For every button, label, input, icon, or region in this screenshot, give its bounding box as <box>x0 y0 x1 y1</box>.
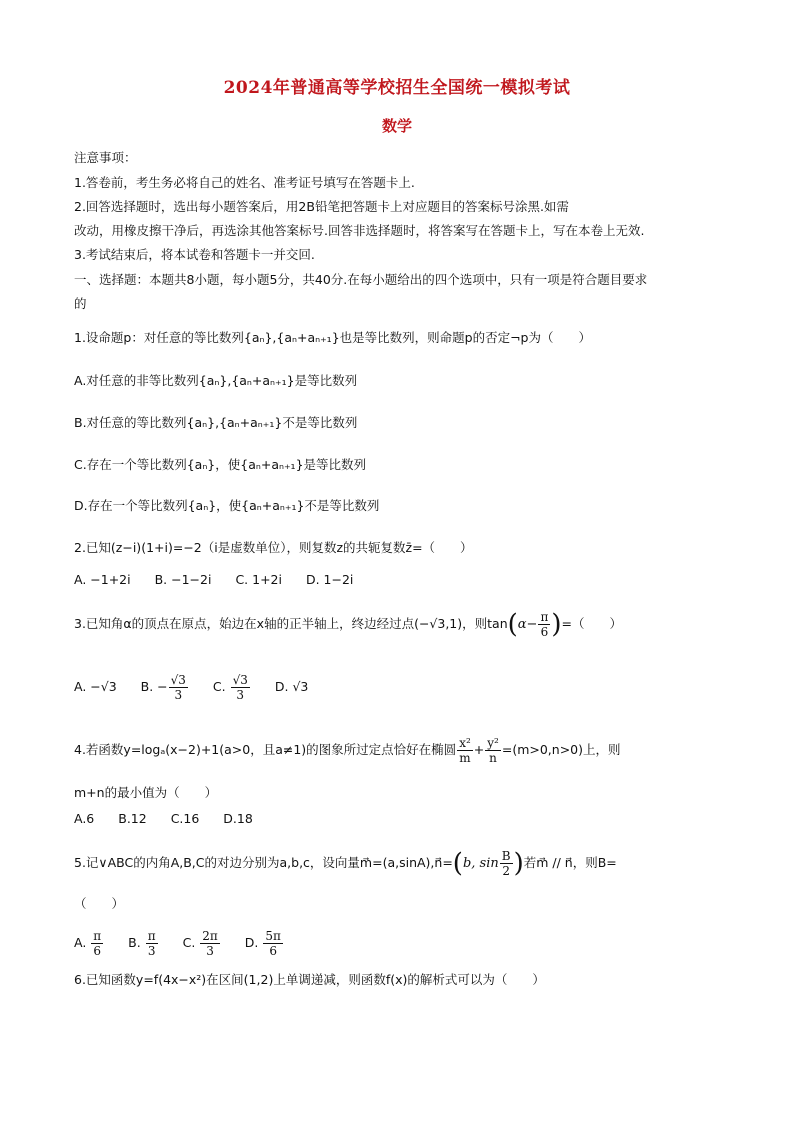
question-5-stem-end: 若m⃗ // n⃗，则B= <box>523 855 617 870</box>
question-5-stem <box>74 843 734 884</box>
fraction-numerator: √3 <box>170 673 186 687</box>
question-5-option-c <box>183 923 221 963</box>
option-a-fraction <box>91 929 103 958</box>
question-3-option-b <box>141 665 189 709</box>
option-b-label: B. − <box>140 679 168 694</box>
left-paren-icon: ( <box>507 609 518 640</box>
fraction-numerator: x² <box>459 736 471 750</box>
question-4-stem-text: 4.若函数y=logₐ(x−2)+1(a>0，且a≠1)的图象所过定点恰好在椭圆 <box>74 742 457 757</box>
fraction-denominator: m <box>459 751 471 765</box>
option-d-label: D. <box>244 935 259 950</box>
question-2-option-a: A. −1+2i <box>74 572 131 587</box>
question-4-option-d: D.18 <box>223 811 253 826</box>
question-5-stem-text: 5.记∨ABC的内角A,B,C的对边分别为a,b,c，设向量m⃗=(a,sinA),n⃗= <box>74 855 453 870</box>
question-3-stem-text: 3.已知角α的顶点在原点，始边在x轴的正半轴上，终边经过点(−√3,1)，则tan <box>74 616 508 631</box>
fraction-denominator: 3 <box>206 944 214 958</box>
exam-title: 2024年普通高等学校招生全国统一模拟考试 <box>223 78 571 98</box>
question-3-option-c <box>213 665 251 709</box>
fraction-numerator: π <box>93 929 102 943</box>
notice-item-2: 2.回答选择题时，选出每小题答案后，用2B铅笔把答题卡上对应题目的答案标号涂黑.如需 <box>74 199 569 214</box>
question-1-stem: 1.设命题p：对任意的等比数列{aₙ},{aₙ+aₙ₊₁}也是等比数列，则命题p的否定¬p为（ ） <box>74 330 591 345</box>
question-4-stem <box>74 730 734 770</box>
notice-heading: 注意事项： <box>74 150 137 165</box>
question-3-options <box>74 665 734 709</box>
option-b-label: B. <box>128 935 141 950</box>
question-3-option-d: D. √3 <box>274 679 309 694</box>
fraction-denominator: 2 <box>502 864 510 878</box>
question-3-stem-end: =（ ） <box>561 616 622 631</box>
notice-item-3: 3.考试结束后，将本试卷和答题卡一并交回. <box>74 247 315 262</box>
question-2-option-d: D. 1−2i <box>305 572 354 587</box>
question-1-option-a: A.对任意的非等比数列{aₙ},{aₙ+aₙ₊₁}是等比数列 <box>74 373 358 388</box>
right-paren-icon: ) <box>551 609 562 640</box>
option-c-label: C. <box>212 679 226 694</box>
fraction-denominator: 6 <box>269 944 277 958</box>
right-paren-icon: ) <box>513 848 524 879</box>
fraction-numerator: 2π <box>202 929 218 943</box>
section-heading: 一、选择题：本题共8小题，每小题5分，共40分.在每小题给出的四个选项中，只有一项是符合题目要求 <box>74 272 648 287</box>
question-5-option-b <box>128 923 158 963</box>
question-3-option-a: A. −√3 <box>74 679 117 694</box>
option-c-fraction <box>200 929 220 958</box>
fraction-numerator: π <box>147 929 156 943</box>
left-paren-icon: ( <box>452 848 463 879</box>
question-5-options <box>74 923 734 963</box>
ellipse-y-fraction <box>485 736 501 765</box>
option-b-fraction <box>146 929 158 958</box>
option-c-fraction <box>231 673 250 702</box>
question-1-option-c: C.存在一个等比数列{aₙ}，使{aₙ+aₙ₊₁}是等比数列 <box>74 457 367 472</box>
fraction-denominator: 6 <box>540 625 549 639</box>
fraction-numerator: √3 <box>232 673 248 687</box>
question-1-option-d: D.存在一个等比数列{aₙ}，使{aₙ+aₙ₊₁}不是等比数列 <box>74 498 380 513</box>
fraction-numerator: π <box>540 610 549 624</box>
plus-sign: + <box>473 742 485 757</box>
option-d-fraction <box>263 929 283 958</box>
question-2-options <box>74 572 734 588</box>
question-4-option-a: A.6 <box>74 811 95 826</box>
question-4-stem-end: =(m>0,n>0)上，则 <box>501 742 621 757</box>
question-3-stem <box>74 608 734 641</box>
subject-title: 数学 <box>381 117 412 135</box>
fraction-numerator: 5π <box>265 929 281 943</box>
question-4-options <box>74 811 734 827</box>
question-5-fraction <box>500 849 513 878</box>
fraction-denominator: n <box>489 751 497 765</box>
question-4-option-b: B.12 <box>118 811 147 826</box>
question-5-line2: （ ） <box>74 896 125 911</box>
fraction-denominator: 3 <box>147 944 156 958</box>
ellipse-x-fraction <box>457 736 473 765</box>
question-5-option-d <box>245 923 284 963</box>
fraction-denominator: 6 <box>93 944 102 958</box>
question-3-fraction <box>538 610 550 639</box>
option-a-label: A. <box>74 935 87 950</box>
fraction-numerator: y² <box>487 736 499 750</box>
question-2-stem: 2.已知(z−i)(1+i)=−2（i是虚数单位），则复数z的共轭复数z̄=（ ） <box>74 540 473 555</box>
question-5-b-sin: b, sin <box>462 856 499 871</box>
notice-item-2-cont: 改动，用橡皮擦干净后，再选涂其他答案标号.回答非选择题时，将答案写在答题卡上，写在本卷上无效. <box>74 223 645 238</box>
question-1-option-b: B.对任意的等比数列{aₙ},{aₙ+aₙ₊₁}不是等比数列 <box>74 415 358 430</box>
fraction-denominator: 3 <box>236 688 245 702</box>
fraction-numerator: B <box>501 849 511 863</box>
question-2-option-c: C. 1+2i <box>235 572 282 587</box>
question-4-line2: m+n的最小值为（ ） <box>74 785 218 800</box>
notice-item-1: 1.答卷前，考生务必将自己的姓名、准考证号填写在答题卡上. <box>74 175 415 190</box>
option-c-label: C. <box>182 935 196 950</box>
question-3-alpha: α− <box>517 617 538 632</box>
fraction-denominator: 3 <box>174 688 183 702</box>
question-4-option-c: C.16 <box>170 811 200 826</box>
section-heading-cont: 的 <box>74 296 87 311</box>
question-2-option-b: B. −1−2i <box>154 572 212 587</box>
question-6-stem: 6.已知函数y=f(4x−x²)在区间(1,2)上单调递减，则函数f(x)的解析式可以为（ ） <box>74 972 545 987</box>
option-b-fraction <box>169 673 188 702</box>
question-5-option-a <box>74 923 104 963</box>
